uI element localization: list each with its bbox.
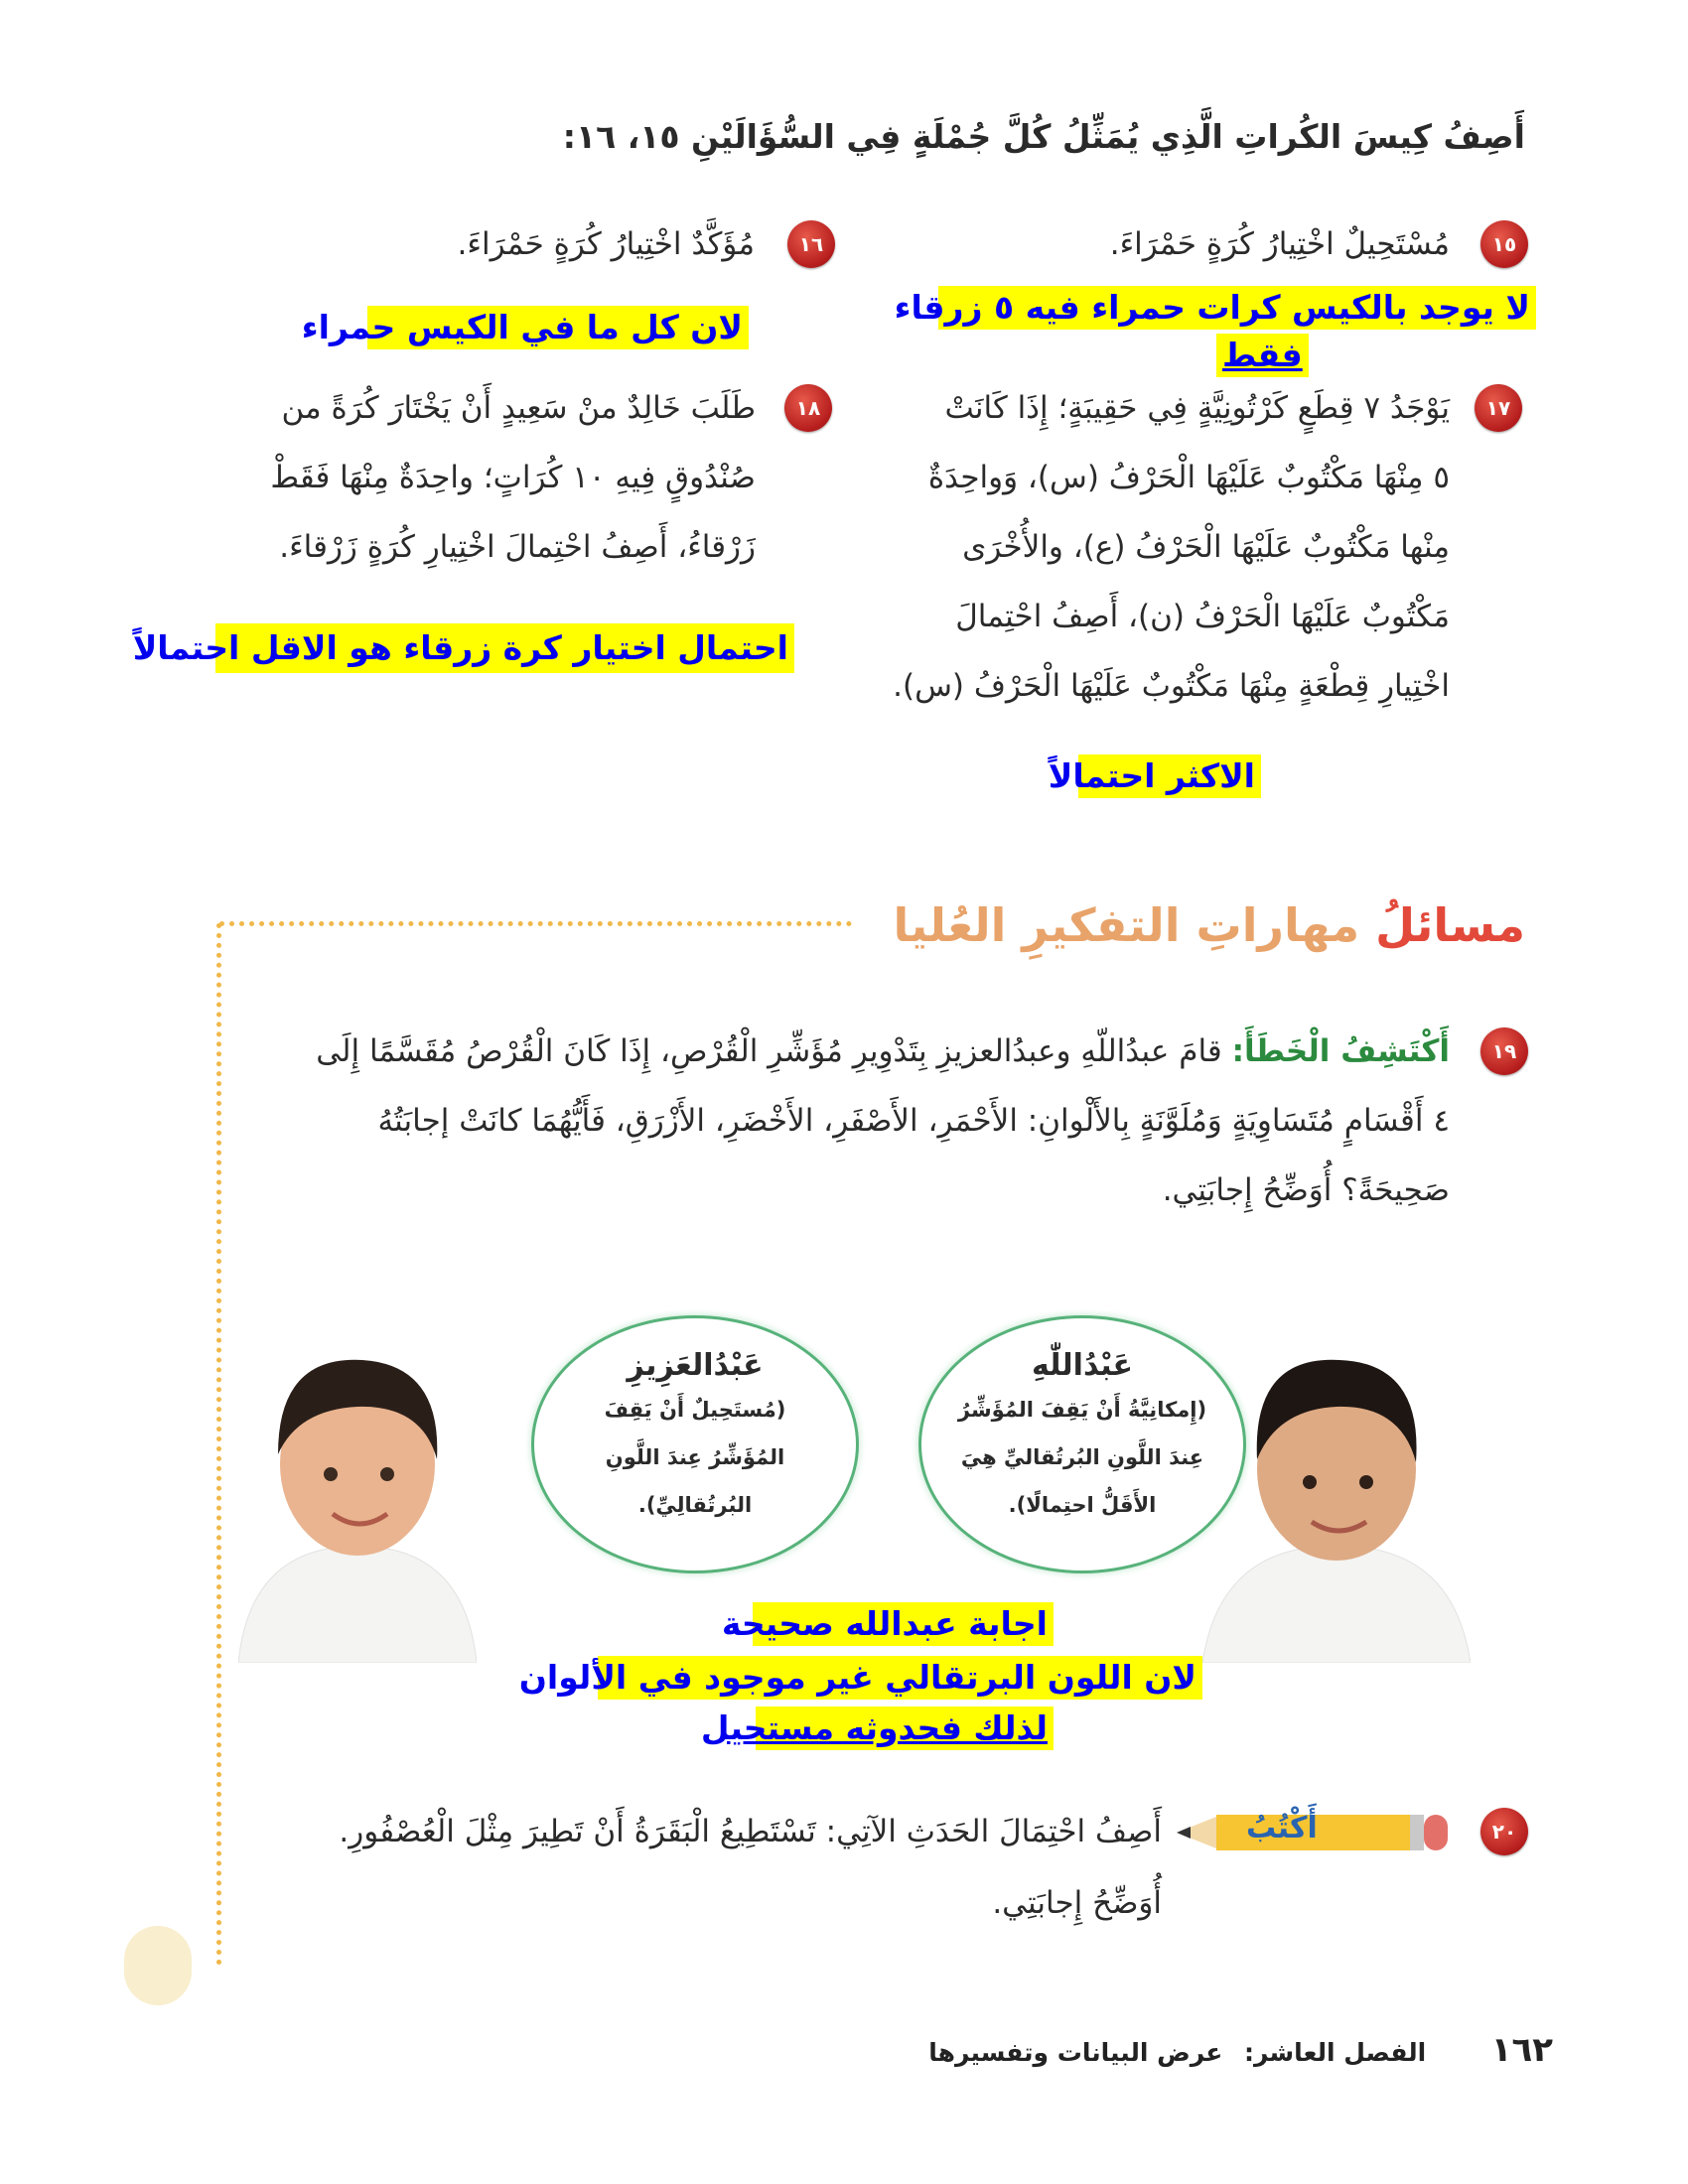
answer-16: لان كل ما في الكيس حمراء: [367, 306, 749, 349]
bubble-line: المُؤَشِّرُ عِندَ اللَّونِ: [605, 1445, 785, 1469]
answer-19-line-2: لان اللون البرتقالي غير موجود في الألوان: [598, 1656, 1202, 1700]
question-number-18: ١٨: [784, 384, 832, 432]
q18-line: زَرْقاءُ، أَصِفُ احْتِمالَ اخْتِيارِ كُرَةٍ زَرْقاءَ.: [279, 529, 756, 565]
chapter-label: الفصل العاشر:: [1243, 2038, 1427, 2067]
question-number-17: ١٧: [1475, 384, 1522, 432]
question-number-20: ٢٠: [1480, 1808, 1528, 1855]
q18-line: طَلَبَ خَالِدٌ منْ سَعِيدٍ أَنْ يَخْتَارَ كُرَةً من: [281, 390, 756, 426]
q17-line: اخْتِيارِ قِطْعَةٍ مِنْهَا مَكْتُوبٌ عَلَيْهَا الْحَرْفُ (س).: [893, 668, 1450, 704]
q17-line: يَوْجَدُ ٧ قِطَعٍ كَرْتُونِيَّةٍ فِي حَقِيبَةٍ؛ إِذَا كَانَتْ: [944, 390, 1450, 426]
find-the-error-label: أَكْتَشِفُ الْخَطَأَ:: [1231, 1033, 1450, 1069]
answer-15-continued: فقط: [1216, 334, 1309, 377]
bubble-name: عَبْدُالعَزِيزِ: [627, 1348, 764, 1383]
page-footer: [928, 2030, 1553, 2070]
page-number: ١٦٢: [1490, 2030, 1553, 2070]
question-number-15: ١٥: [1480, 220, 1528, 268]
bubble-line: البُرتُقالِيِّ).: [637, 1493, 753, 1517]
section-title-accent: مسائلُ: [1375, 898, 1525, 952]
q17-line: مَكْتُوبٌ عَلَيْهَا الْحَرْفُ (ن)، أَصِفُ احْتِمالَ: [955, 599, 1450, 634]
bubble-line: (إِمكانِيَّةُ أَنْ يَقِفَ المُؤَشِّرُ: [957, 1398, 1207, 1422]
question-20-text: [339, 1797, 1162, 1866]
section-title: [894, 898, 1525, 952]
bubble-line: (مُستَحِيلٌ أَنْ يَقِفَ: [604, 1398, 786, 1422]
dotted-border-vertical: [216, 923, 221, 1966]
question-number-19: ١٩: [1480, 1027, 1528, 1075]
q19-line: صَحِيحَةً؟ أُوَضِّحُ إِجابَتِي.: [1162, 1172, 1450, 1208]
q19-line-1: قامَ عبدُاللّهِ وعبدُالعزيزِ بِتَدْوِيرِ مُؤَشِّرِ الْقُرْصِ، إِذَا كَانَ الْقُرْصُ مُقَسَّمًا إِلَى: [316, 1033, 1222, 1069]
speech-bubble-abdulaziz: [531, 1315, 859, 1573]
q18-line: صُنْدُوقٍ فِيهِ ١٠ كُرَاتٍ؛ واحِدَةٌ مِنْهَا فَقَطْ: [270, 460, 756, 495]
bubble-line: عِندَ اللَّونِ البُرتُقاليِّ هِيَ: [960, 1445, 1204, 1469]
answer-17: الاكثر احتمالاً: [1078, 754, 1261, 798]
bubble-line: الأَقَلُّ احتِمالًا).: [1008, 1493, 1157, 1517]
question-number-16: ١٦: [787, 220, 835, 268]
answer-18: احتمال اختيار كرة زرقاء هو الاقل احتمالاً: [215, 623, 794, 673]
speech-bubble-abdullah: [918, 1315, 1246, 1573]
q19-line: ٤ أَقْسَامٍ مُتَسَاوِيَةٍ وَمُلَوَّنَةٍ بِالأَلْوانِ: الأَحْمَرِ، الأَصْفَرِ، الأَخْضَرِ، الأَزْرَقِ، فَأَيُّهُمَا كانَتْ إجابَتُهُ: [377, 1103, 1450, 1139]
question-18-text: [270, 373, 756, 582]
question-16-text: مُؤَكَّدٌ اخْتِيارُ كُرَةٍ حَمْرَاءَ.: [457, 226, 755, 262]
answer-15: لا يوجد بالكيس كرات حمراء فيه ٥ زرقاء: [938, 286, 1536, 330]
question-15-text: مُسْتَحِيلٌ اخْتِيارُ كُرَةٍ حَمْرَاءَ.: [1109, 226, 1450, 262]
q19-line: [316, 1017, 1450, 1086]
chapter-title: عرض البيانات وتفسيرها: [928, 2038, 1223, 2067]
boy-abdulaziz-image: [238, 1335, 477, 1663]
write-label: أَكْتُبُ: [1246, 1811, 1318, 1845]
intro-text: أَصِفُ كِيسَ الكُراتِ الَّذِي يُمَثِّلُ كُلَّ جُمْلَةٍ فِي السُّؤَالَيْنِ ١٥، ١٦:: [562, 117, 1525, 156]
publisher-logo-icon: [124, 1926, 192, 2005]
q17-line: ٥ مِنْهَا مَكْتُوبٌ عَلَيْهَا الْحَرْفُ (س)، وَواحِدَةٌ: [927, 460, 1450, 495]
answer-19-line-3: لذلك فحدوثه مستحيل: [756, 1706, 1054, 1750]
answer-19-line-1: اجابة عبدالله صحيحة: [753, 1602, 1054, 1646]
bubble-name: عَبْدُاللّٰهِ: [1031, 1348, 1134, 1383]
write-pencil-icon: [1177, 1805, 1450, 1860]
question-17-text: [893, 373, 1450, 721]
question-19-text: [316, 1017, 1450, 1225]
dotted-divider: [219, 921, 852, 926]
question-20-text-2: أُوَضِّحُ إِجابَتِي.: [992, 1885, 1162, 1921]
section-title-main: مهاراتِ التفكيرِ العُليا: [893, 898, 1360, 952]
q20-line: أَصِفُ احْتِمَالَ الحَدَثِ الآتِي: تَسْتَطِيعُ الْبَقَرَةُ أَنْ تَطِيرَ مِثْلَ الْعُصْفُورِ.: [339, 1814, 1162, 1849]
q17-line: مِنْها مَكْتُوبٌ عَلَيْهَا الْحَرْفُ (ع)، والأُخْرَى: [962, 529, 1450, 565]
